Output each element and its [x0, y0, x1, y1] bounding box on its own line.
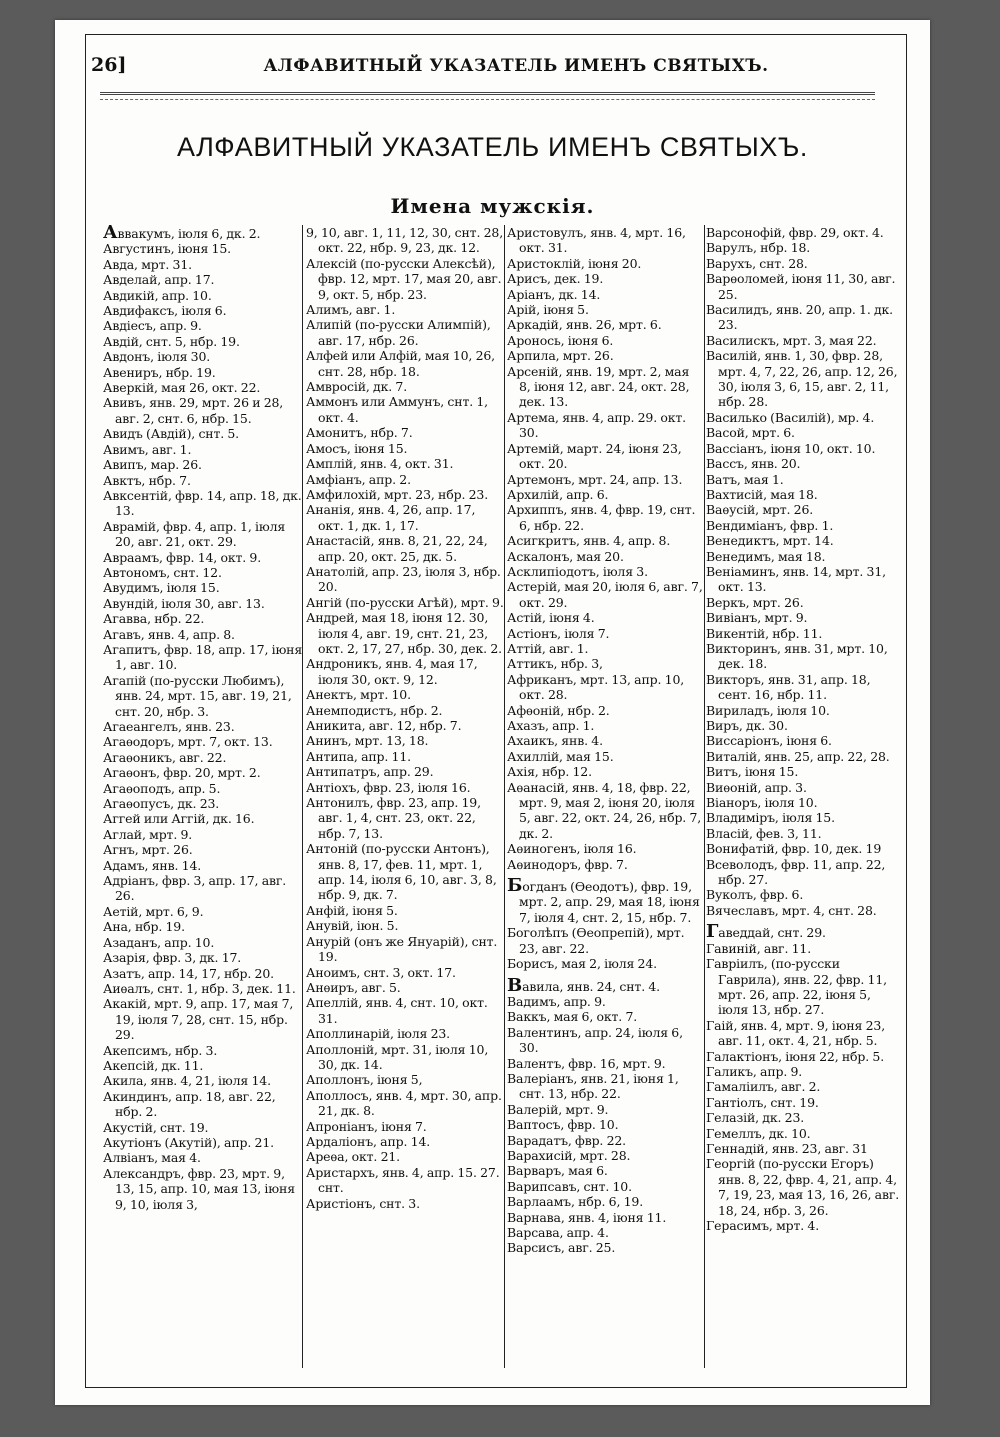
index-entry: Анастасій, янв. 8, 21, 22, 24, апр. 20, окт. 25, дк. 5.	[306, 533, 488, 564]
index-entry: Анинъ, мрт. 13, 18.	[306, 733, 429, 749]
index-entry: Аріанъ, дк. 14.	[507, 286, 601, 302]
index-entry: Вириладъ, іюля 10.	[706, 702, 830, 718]
index-entry: Вавила, янв. 24, снт. 4.	[507, 974, 660, 996]
index-entry: Вассъ, янв. 20.	[706, 456, 801, 472]
index-entry: Аммонъ или Аммунъ, снт. 1, окт. 4.	[306, 394, 488, 425]
document-page	[55, 20, 930, 1405]
index-entry: Варахисій, мрт. 28.	[507, 1147, 631, 1163]
index-entry: Аѳинодоръ, фвр. 7.	[507, 856, 628, 872]
index-entry: Астій, іюня 4.	[507, 610, 595, 626]
index-entry: Гамаліилъ, авг. 2.	[706, 1079, 821, 1095]
index-entry: Аскалонъ, мая 20.	[507, 548, 624, 564]
index-column-4	[706, 225, 903, 1368]
index-entry: Аноимъ, снт. 3, окт. 17.	[306, 964, 456, 980]
index-entry: Анектъ, мрт. 10.	[306, 687, 411, 703]
index-entry: Анфій, іюня 5.	[306, 902, 398, 918]
index-entry: Агапитъ, фвр. 18, апр. 17, іюня 1, авг. 10.	[103, 641, 303, 673]
index-entry: Владиміръ, іюля 15.	[706, 810, 835, 826]
index-entry: Аѳанасій, янв. 4, 18, фвр. 22, мрт. 9, мая 2, іюня 20, іюля 5, авг. 22, окт. 24, 26, нбр. 7, дк. 2.	[507, 779, 702, 841]
index-entry: Архилій, апр. 6.	[507, 486, 609, 502]
index-entry: Вахтисій, мая 18.	[706, 486, 818, 502]
index-entry: Авдонъ, іюля 30.	[103, 349, 211, 365]
index-entry: Гаведдай, снт. 29.	[706, 921, 826, 943]
index-entry: Виталій, янв. 25, апр. 22, 28.	[706, 748, 890, 764]
index-entry: Арсеній, янв. 19, мрт. 2, мая 8, іюня 12, авг. 24, окт. 28, дек. 13.	[507, 363, 690, 410]
index-entry: Аполлоній, мрт. 31, іюля 10, 30, дк. 14.	[306, 1041, 489, 1072]
index-entry: Варваръ, мая 6.	[507, 1163, 608, 1179]
index-entry: Боголѣпъ (Ѳеопрепій), мрт. 23, авг. 22.	[507, 925, 685, 956]
index-entry: Амплій, янв. 4, окт. 31.	[306, 456, 454, 472]
index-entry: Виѳоній, апр. 3.	[706, 779, 807, 795]
index-entry: Витъ, іюня 15.	[706, 764, 799, 780]
index-entry: Веркъ, мрт. 26.	[706, 594, 804, 610]
index-entry: Вуколъ, фвр. 6.	[706, 887, 804, 903]
index-entry: Викторъ, янв. 31, апр. 18, сент. 16, нбр. 11.	[706, 671, 871, 703]
index-entry: Авда, мрт. 31.	[103, 256, 192, 272]
column-divider	[302, 225, 303, 1368]
index-entry: Варсисъ, авг. 25.	[507, 1240, 616, 1256]
index-entry: Вячеславъ, мрт. 4, снт. 28.	[706, 902, 877, 918]
index-entry: Ангій (по-русски Агѣй), мрт. 9.	[306, 594, 504, 610]
index-entry: Арисъ, дек. 19.	[507, 271, 604, 287]
index-entry: Аглай, мрт. 9.	[103, 826, 193, 842]
index-entry: 9, 10, авг. 1, 11, 12, 30, снт. 28, окт. 22, нбр. 9, 23, дк. 12.	[306, 225, 504, 256]
header-rule	[100, 92, 875, 95]
index-entry: Аполлонъ, іюня 5,	[306, 1072, 423, 1088]
index-entry: Ваптосъ, фвр. 10.	[507, 1117, 619, 1133]
index-entry: Авудимъ, іюля 15.	[103, 580, 220, 596]
index-entry: Гаій, янв. 4, мрт. 9, іюня 23, авг. 11, окт. 4, 21, нбр. 5.	[706, 1017, 886, 1049]
index-entry: Алимъ, авг. 1.	[306, 302, 396, 318]
index-entry: Вендиміанъ, фвр. 1.	[706, 517, 834, 533]
index-entry: Агнъ, мрт. 26.	[103, 842, 193, 858]
column-divider	[704, 225, 705, 1368]
index-entry: Антоній (по-русски Антонъ), янв. 8, 17, фев. 11, мрт. 1, апр. 14, іюля 6, 10, авг. 3, 8, нбр. 9, дк. 7.	[306, 841, 497, 903]
index-entry: Азатъ, апр. 14, 17, нбр. 20.	[103, 965, 274, 981]
index-entry: Авксентій, фвр. 14, апр. 18, дк. 13.	[103, 487, 302, 519]
index-entry: Аркадій, янв. 26, мрт. 6.	[507, 317, 662, 333]
index-entry: Анурій (онъ же Януарій), снт. 19.	[306, 933, 498, 965]
running-header	[91, 54, 891, 80]
index-entry: Авидъ (Авдій), снт. 5.	[103, 426, 240, 442]
index-entry: Галактіонъ, іюня 22, нбр. 5.	[706, 1048, 885, 1064]
index-entry: Богданъ (Ѳеодотъ), фвр. 19, мрт. 2, апр. 29, мая 18, іюня 7, іюля 4, снт. 2, 15, нбр. 7.	[507, 875, 700, 925]
index-entry: Аввакумъ, іюля 6, дк. 2.	[103, 222, 261, 243]
index-entry: Афѳоній, нбр. 2.	[507, 702, 610, 718]
index-entry: Варсонофій, фвр. 29, окт. 4.	[706, 225, 884, 240]
index-entry: Агаѳопусъ, дк. 23.	[103, 796, 220, 812]
index-entry: Валерій, мрт. 9.	[507, 1101, 609, 1117]
index-entry: Анемподистъ, нбр. 2.	[306, 702, 443, 718]
index-entry: Авдіесъ, апр. 9.	[103, 318, 202, 334]
index-entry: Африканъ, мрт. 13, апр. 10, окт. 28.	[507, 671, 685, 703]
index-entry: Аполлосъ, янв. 4, мрт. 30, апр. 21, дк. 8.	[306, 1087, 502, 1119]
index-entry: Ваккъ, мая 6, окт. 7.	[507, 1009, 638, 1025]
index-entry: Авундій, іюля 30, авг. 13.	[103, 595, 265, 611]
index-entry: Аиѳалъ, снт. 1, нбр. 3, дек. 11.	[103, 980, 296, 996]
index-entry: Андроникъ, янв. 4, мая 17, іюля 30, окт. 9, 12.	[306, 656, 478, 687]
index-entry: Астіонъ, іюля 7.	[507, 625, 610, 641]
index-entry: Віаноръ, іюля 10.	[706, 795, 818, 811]
index-entry: Авивъ, янв. 29, мрт. 26 и 28, авг. 2, снт. 6, нбр. 15.	[103, 395, 284, 426]
index-entry: Азаданъ, апр. 10.	[103, 934, 215, 950]
index-column-3	[507, 225, 703, 1368]
index-entry: Акепсимъ, нбр. 3.	[103, 1042, 218, 1058]
index-entry: Агавва, нбр. 22.	[103, 611, 205, 627]
index-entry: Архиппъ, янв. 4, фвр. 19, снт. 6, нбр. 22.	[507, 502, 696, 533]
index-entry: Гантіолъ, снт. 19.	[706, 1094, 819, 1110]
index-entry: Апеллій, янв. 4, снт. 10, окт. 31.	[306, 995, 488, 1026]
index-entry: Акустій, снт. 19.	[103, 1119, 209, 1135]
index-entry: Гемеллъ, дк. 10.	[706, 1125, 811, 1141]
index-entry: Амфіанъ, апр. 2.	[306, 471, 411, 487]
index-entry: Варѳоломей, іюня 11, 30, авг. 25.	[706, 271, 896, 302]
index-entry: Агаѳоникъ, авг. 22.	[103, 749, 227, 765]
index-entry: Варадатъ, фвр. 22.	[507, 1132, 627, 1148]
index-entry: Акакій, мрт. 9, апр. 17, мая 7, 19, іюля 7, 28, снт. 15, нбр. 29.	[103, 996, 294, 1043]
index-entry: Агавъ, янв. 4, апр. 8.	[103, 626, 235, 642]
index-entry: Акила, янв. 4, 21, іюля 14.	[103, 1073, 271, 1089]
index-entry: Алексій (по-русски Алексѣй), фвр. 12, мрт. 17, мая 20, авг. 9, окт. 5, нбр. 23.	[306, 255, 502, 302]
index-entry: Ахиллій, мая 15.	[507, 748, 614, 764]
index-entry: Аттій, авг. 1.	[507, 640, 589, 656]
index-column-2	[306, 225, 504, 1368]
index-entry: Василидъ, янв. 20, апр. 1. дк. 23.	[706, 302, 894, 333]
index-entry: Валеріанъ, янв. 21, іюня 1, снт. 13, нбр. 22.	[507, 1070, 679, 1102]
index-entry: Аристіонъ, снт. 3.	[306, 1195, 420, 1211]
index-entry: Артема, янв. 4, апр. 29. окт. 30.	[507, 409, 686, 441]
index-entry: Антіохъ, фвр. 23, іюля 16.	[306, 779, 471, 795]
index-entry: Алвіанъ, мая 4.	[103, 1150, 201, 1166]
index-entry: Аникита, авг. 12, нбр. 7.	[306, 718, 462, 733]
index-entry: Адріанъ, фвр. 3, апр. 17, авг. 26.	[103, 873, 287, 904]
initial-capital: А	[103, 222, 118, 243]
index-entry: Антипатръ, апр. 29.	[306, 764, 434, 780]
index-entry: Арій, іюня 5.	[507, 302, 589, 318]
index-entry: Акепсій, дк. 11.	[103, 1057, 204, 1073]
initial-capital: Г	[706, 921, 719, 943]
index-entry: Виссаріонъ, іюня 6.	[706, 733, 832, 749]
index-entry: Василискъ, мрт. 3, мая 22.	[706, 332, 877, 348]
index-entry: Асигкритъ, янв. 4, апр. 8.	[507, 533, 671, 549]
index-entry: Акиндинъ, апр. 18, авг. 22, нбр. 2.	[103, 1088, 276, 1120]
index-entry: Амонитъ, нбр. 7.	[306, 425, 413, 441]
index-entry: Агапій (по-русски Любимъ), янв. 24, мрт. 15, авг. 19, 21, снт. 20, нбр. 3.	[103, 672, 292, 719]
index-entry: Астерій, мая 20, іюля 6, авг. 7, окт. 29.	[507, 579, 703, 610]
index-entry: Авимъ, авг. 1.	[103, 441, 192, 457]
index-entry: Анувій, іюн. 5.	[306, 918, 399, 934]
index-entry: Артемій, март. 24, іюня 23, окт. 20.	[507, 440, 682, 472]
index-entry: Аристоклій, іюня 20.	[507, 255, 642, 271]
index-entry: Вассіанъ, іюня 10, окт. 10.	[706, 440, 876, 456]
page-number: 26]	[91, 54, 127, 76]
index-entry: Авдій, снт. 5, нбр. 19.	[103, 333, 240, 349]
index-entry: Автономъ, снт. 12.	[103, 564, 222, 580]
index-entry: Акутіонъ (Акутій), апр. 21.	[103, 1134, 274, 1150]
index-entry: Венедимъ, мая 18.	[706, 548, 826, 564]
index-entry: Варлаамъ, нбр. 6, 19.	[507, 1194, 644, 1210]
index-entry: Василько (Василій), мр. 4.	[706, 409, 875, 425]
index-entry: Александръ, фвр. 23, мрт. 9, 13, 15, апр. 10, мая 13, іюня 9, 10, іюля 3,	[103, 1165, 295, 1212]
index-entry: Алипій (по-русски Алимпій), авг. 17, нбр. 26.	[306, 317, 491, 348]
index-entry: Викентій, нбр. 11.	[706, 625, 823, 641]
header-rule-dashed	[100, 99, 875, 100]
initial-capital: Б	[507, 875, 523, 897]
index-entry: Амосъ, іюня 15.	[306, 440, 408, 456]
index-entry: Анатолій, апр. 23, іюля 3, нбр. 20.	[306, 563, 501, 595]
initial-capital: В	[507, 974, 523, 996]
index-entry: Авдифаксъ, іюля 6.	[103, 303, 227, 319]
index-entry: Варулъ, нбр. 18.	[706, 240, 811, 256]
running-head: АЛФАВИТНЫЙ УКАЗАТЕЛЬ ИМЕНЪ СВЯТЫХЪ.	[263, 56, 769, 76]
index-entry: Варсава, апр. 4.	[507, 1225, 609, 1240]
index-entry: Аттикъ, нбр. 3,	[507, 656, 603, 672]
index-entry: Ахаикъ, янв. 4.	[507, 733, 603, 749]
index-entry: Гавріилъ, (по-русски Гаврила), янв. 22, фвр. 11, мрт. 26, апр. 22, іюня 5, іюля 13, нбр. 27.	[706, 956, 887, 1018]
index-entry: Варухъ, снт. 28.	[706, 255, 808, 271]
index-entry: Антипа, апр. 11.	[306, 748, 411, 764]
index-entry: Геннадій, янв. 23, авг. 31	[706, 1140, 868, 1156]
index-entry: Варнава, янв. 4, іюня 11.	[507, 1209, 667, 1225]
index-entry: Аверкій, мая 26, окт. 22.	[103, 380, 261, 396]
index-entry: Апроніанъ, іюня 7.	[306, 1118, 427, 1134]
index-entry: Виръ, дк. 30.	[706, 718, 788, 733]
index-entry: Ахазъ, апр. 1.	[507, 718, 595, 733]
index-entry: Викторинъ, янв. 31, мрт. 10, дек. 18.	[706, 640, 888, 672]
index-entry: Авделай, апр. 17.	[103, 272, 215, 288]
index-entry: Агаеангелъ, янв. 23.	[103, 719, 235, 734]
index-entry: Антонилъ, фвр. 23, апр. 19, авг. 1, 4, снт. 23, окт. 22, нбр. 7, 13.	[306, 795, 481, 841]
index-entry: Амвросій, дк. 7.	[306, 379, 408, 395]
index-entry: Алфей или Алфій, мая 10, 26, снт. 28, нбр. 18.	[306, 348, 496, 379]
index-entry: Арпила, мрт. 26.	[507, 348, 614, 364]
index-entry: Василій, янв. 1, 30, фвр. 28, мрт. 4, 7, 22, 26, апр. 12, 26, 30, іюля 3, 6, 15, авг. 2, 11, нбр. 28.	[706, 348, 898, 410]
index-entry: Андрей, мая 18, іюня 12. 30, іюля 4, авг. 19, снт. 21, 23, окт. 2, 17, 27, нбр. 30, дек. 2.	[306, 610, 502, 656]
index-entry: Гелазій, дк. 23.	[706, 1110, 805, 1126]
index-entry: Галикъ, апр. 9.	[706, 1063, 803, 1079]
index-entry: Ананія, янв. 4, 26, апр. 17, окт. 1, дк. 1, 17.	[306, 502, 476, 533]
index-entry: Авениръ, нбр. 19.	[103, 364, 216, 380]
index-entry: Ареѳа, окт. 21.	[306, 1149, 400, 1165]
index-entry: Всеволодъ, фвр. 11, апр. 22, нбр. 27.	[706, 856, 886, 888]
index-entry: Августинъ, іюня 15.	[103, 241, 231, 257]
index-entry: Вивіанъ, мрт. 9.	[706, 610, 808, 626]
index-entry: Асклипіодотъ, іюля 3.	[507, 563, 648, 579]
section-subtitle: Имена мужскія.	[390, 194, 595, 218]
index-columns	[103, 222, 903, 1368]
index-entry: Герасимъ, мрт. 4.	[706, 1218, 820, 1233]
index-entry: Авктъ, нбр. 7.	[103, 472, 191, 488]
index-entry: Аполлинарій, іюля 23.	[306, 1026, 451, 1042]
index-entry: Вадимъ, апр. 9.	[507, 993, 606, 1009]
index-entry: Аѳиногенъ, іюля 16.	[507, 841, 637, 857]
index-entry: Гавиній, авг. 11.	[706, 940, 812, 956]
index-entry: Агаѳодоръ, мрт. 7, окт. 13.	[103, 734, 273, 750]
index-entry: Ватъ, мая 1.	[706, 471, 784, 487]
index-entry: Аврамій, фвр. 4, апр. 1, іюля 20, авг. 21, окт. 29.	[103, 518, 286, 550]
index-entry: Авдикій, апр. 10.	[103, 287, 212, 303]
column-divider	[504, 225, 505, 1368]
index-entry: Георгій (по-русски Егоръ) янв. 8, 22, фвр. 4, 21, апр. 4, 7, 19, 23, мая 13, 16, 26, авг. 18, 24, нбр. 3, 26.	[706, 1156, 900, 1218]
index-entry: Васой, мрт. 6.	[706, 425, 795, 441]
index-entry: Ардаліонъ, апр. 14.	[306, 1133, 431, 1149]
index-entry: Венедиктъ, мрт. 14.	[706, 533, 834, 549]
index-entry: Аристархъ, янв. 4, апр. 15. 27. снт.	[306, 1164, 500, 1196]
index-entry: Аетій, мрт. 6, 9.	[103, 903, 204, 919]
index-entry: Аггей или Аггій, дк. 16.	[103, 811, 255, 827]
index-entry: Артемонъ, мрт. 24, апр. 13.	[507, 471, 683, 487]
index-entry: Ахія, нбр. 12.	[507, 764, 592, 780]
index-entry: Валентъ, фвр. 16, мрт. 9.	[507, 1055, 666, 1071]
index-entry: Амфилохій, мрт. 23, нбр. 23.	[306, 486, 489, 502]
index-entry: Валентинъ, апр. 24, іюля 6, 30.	[507, 1024, 683, 1056]
index-entry: Ана, нбр. 19.	[103, 919, 185, 935]
index-entry: Ваѳусій, мрт. 26.	[706, 502, 814, 518]
index-entry: Адамъ, янв. 14.	[103, 857, 202, 873]
index-entry: Аронось, іюня 6.	[507, 332, 614, 348]
index-entry: Вонифатій, фвр. 10, дек. 19	[706, 841, 882, 857]
index-entry: Азарія, фвр. 3, дк. 17.	[103, 950, 242, 966]
index-entry: Авраамъ, фвр. 14, окт. 9.	[103, 549, 262, 565]
index-entry: Агаѳонъ, фвр. 20, мрт. 2.	[103, 765, 261, 781]
index-entry: Авипъ, мар. 26.	[103, 457, 202, 473]
page-title: АЛФАВИТНЫЙ УКАЗАТЕЛЬ ИМЕНЪ СВЯТЫХЪ.	[176, 132, 809, 162]
index-entry: Власій, фев. 3, 11.	[706, 825, 822, 841]
index-entry: Борисъ, мая 2, іюля 24.	[507, 956, 657, 972]
index-entry: Аристовулъ, янв. 4, мрт. 16, окт. 31.	[507, 225, 686, 256]
index-entry: Анѳиръ, авг. 5.	[306, 979, 401, 995]
index-entry: Веніаминъ, янв. 14, мрт. 31, окт. 13.	[706, 563, 886, 595]
index-column-1	[103, 222, 303, 1368]
index-entry: Агаѳоподъ, апр. 5.	[103, 780, 221, 796]
index-entry: Варипсавъ, снт. 10.	[507, 1178, 632, 1194]
